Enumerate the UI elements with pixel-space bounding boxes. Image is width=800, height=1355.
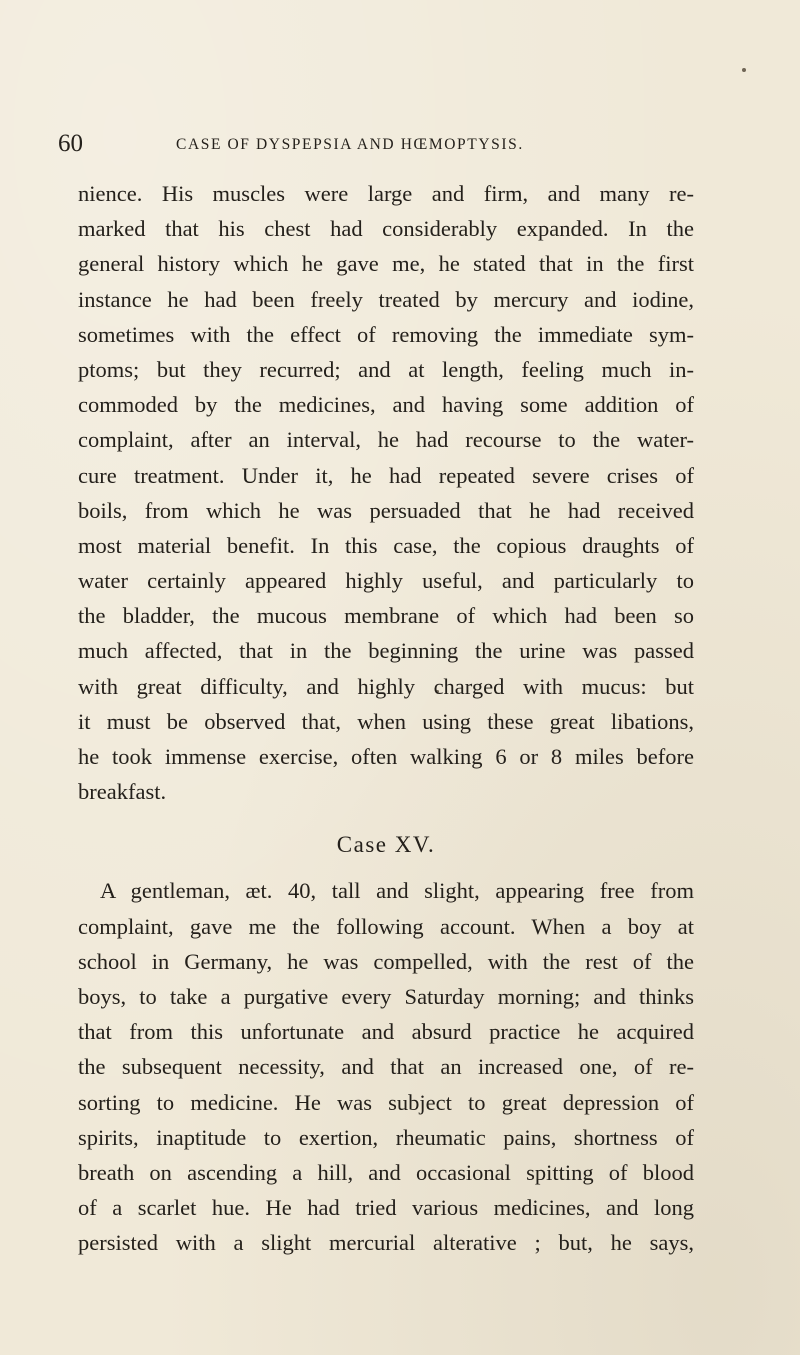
text-line: breath on ascending a hill, and occasional spitting of blood <box>78 1159 694 1185</box>
text-line: persisted with a slight mercurial alterative ; but, he says, <box>78 1230 694 1256</box>
case-heading: Case XV. <box>336 832 436 858</box>
text-line: spirits, inaptitude to exertion, rheumatic pains, shortness of <box>78 1124 694 1150</box>
text-line: it must be observed that, when using these great libations, <box>78 708 694 734</box>
text-line: he took immense exercise, often walking 6 or 8 miles before <box>78 744 694 769</box>
text-line: complaint, after an interval, he had recourse to the water- <box>78 427 694 453</box>
text-line: most material benefit. In this case, the copious draughts of <box>78 532 694 558</box>
page-header <box>58 126 698 162</box>
text-line: ptoms; but they recurred; and at length, feeling much in- <box>78 356 694 382</box>
body-text <box>78 176 694 1260</box>
text-line: complaint, gave me the following account. When a boy at <box>78 913 694 939</box>
text-line: water certainly appeared highly useful, and particularly to <box>78 568 694 594</box>
text-line: commoded by the medicines, and having some addition of <box>78 392 694 418</box>
text-line: nience. His muscles were large and firm, and many re- <box>78 181 694 206</box>
text-line: instance he had been freely treated by mercury and iodine, <box>78 286 694 312</box>
page-number: 60 <box>58 130 83 157</box>
text-line: the bladder, the mucous membrane of which had been so <box>78 603 694 629</box>
paragraph-continuation <box>78 176 694 809</box>
text-line: the subsequent necessity, and that an increased one, of re- <box>78 1054 694 1080</box>
text-line: general history which he gave me, he stated that in the first <box>78 251 694 277</box>
text-line: that from this unfortunate and absurd practice he acquired <box>78 1019 694 1045</box>
text-line: A gentleman, æt. 40, tall and slight, appearing free from <box>100 878 694 904</box>
text-line: cure treatment. Under it, he had repeated severe crises of <box>78 462 694 488</box>
paper-speck <box>742 68 746 72</box>
text-line: school in Germany, he was compelled, with the rest of the <box>78 948 694 974</box>
text-line: of a scarlet hue. He had tried various medicines, and long <box>78 1195 694 1221</box>
text-line: sometimes with the effect of removing the immediate sym- <box>78 321 694 347</box>
paragraph-case-xv <box>78 873 694 1260</box>
text-line: boys, to take a purgative every Saturday morning; and thinks <box>78 983 694 1009</box>
text-line: boils, from which he was persuaded that he had received <box>78 497 694 523</box>
text-line: breakfast. <box>78 779 167 805</box>
running-head: CASE OF DYSPEPSIA AND HŒMOPTYSIS. <box>176 136 524 153</box>
text-line: marked that his chest had considerably expanded. In the <box>78 216 694 242</box>
text-line: much affected, that in the beginning the urine was passed <box>78 638 694 664</box>
text-line: with great difficulty, and highly charged with mucus: but <box>78 673 694 699</box>
text-line: sorting to medicine. He was subject to great depression of <box>78 1089 694 1115</box>
